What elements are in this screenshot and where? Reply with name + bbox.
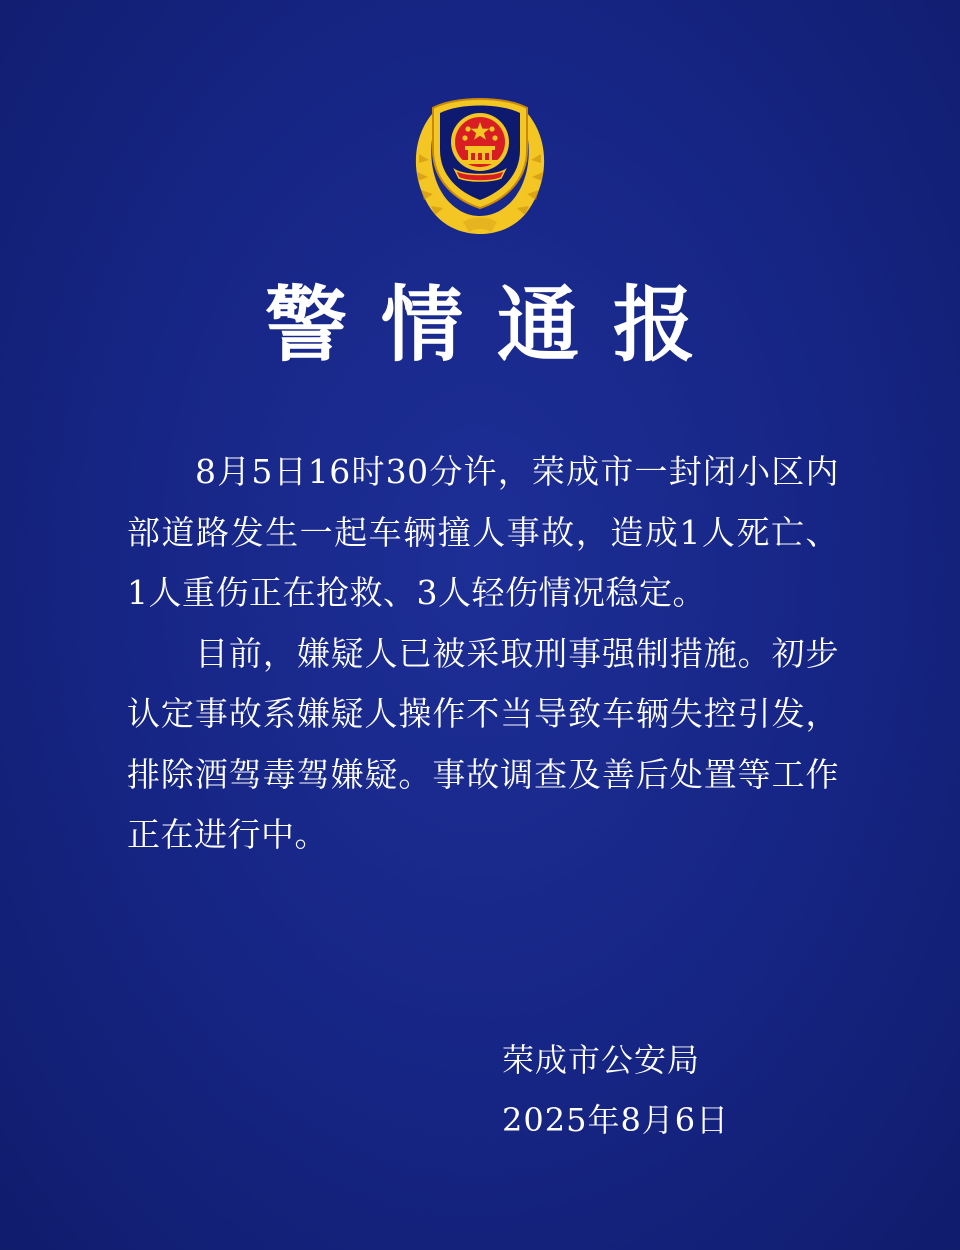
signature-block [502, 1030, 802, 1150]
issuer-name: 荣成市公安局 [502, 1041, 701, 1079]
notice-paragraph: 目前，嫌疑人已被采取刑事强制措施。初步认定事故系嫌疑人操作不当导致车辆失控引发，排除酒驾毒驾嫌疑。事故调查及善后处置等工作正在进行中。 [127, 633, 839, 854]
police-emblem-icon [405, 84, 555, 236]
notice-body [127, 442, 839, 866]
issue-date: 2025年8月6日 [502, 1101, 730, 1139]
notice-title: 警情通报 [264, 278, 729, 373]
police-emblem [405, 84, 555, 236]
notice-paragraph: 8月5日16时30分许，荣成市一封闭小区内部道路发生一起车辆撞人事故，造成1人死亡、1人重伤正在抢救、3人轻伤情况稳定。 [127, 452, 839, 612]
